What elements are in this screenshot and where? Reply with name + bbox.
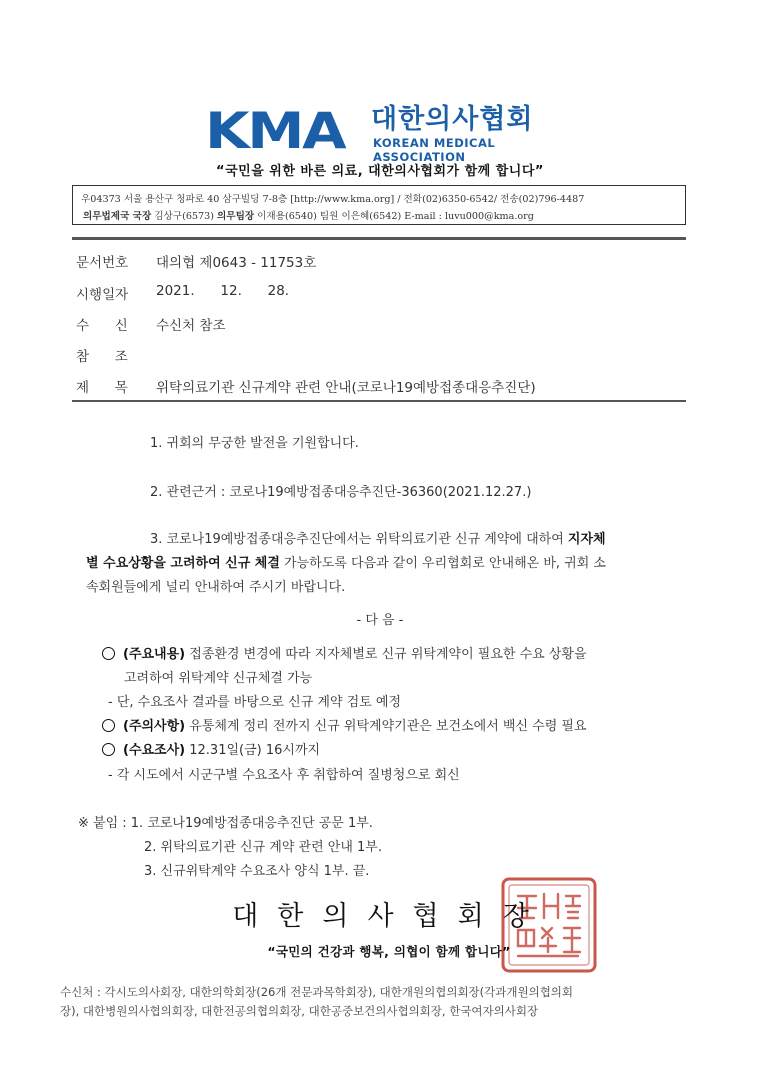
recipients-line-1: 수신처 : 각시도의사회장, 대한의학회장(26개 전문과목학회장), 대한개원의협의회장(각과개원의협의회 [60,985,574,999]
role-team-lead: 의무팀장 [217,211,255,222]
p3-text-b: 가능하도록 다음과 같이 우리협회로 안내해온 바, 귀회 소 [279,556,606,571]
org-name-korean: 대한의사협회 [371,104,534,135]
item-caution [102,715,587,734]
da-eum-heading: - 다 음 - [356,613,404,628]
p3-text-a: 3. 코로나19예방접종대응추진단에서는 위탁의료기관 신규 계약에 대하여 [150,532,568,547]
footer-slogan: “국민의 건강과 행복, 의협이 함께 합니다” [267,944,511,959]
meta-row-reference [76,345,156,365]
paragraph-2: 2. 관련근거 : 코로나19예방접종대응추진단-36360(2021.12.27.) [150,485,532,500]
item2-label: (주의사항) [123,719,186,734]
meta-row-subject [76,376,536,396]
paragraph-3-line2 [86,552,606,571]
attachment-1: ※ 붙임 : 1. 코로나19예방접종대응추진단 공문 1부. [78,816,373,831]
meta-key: 제 목 [76,380,128,396]
name-director: 김상구(6573) [151,211,218,222]
divider-top [72,237,686,240]
p3-bold-b: 별 수요상황을 고려하여 신규 체결 [86,556,280,571]
divider-bottom [72,400,686,402]
attachment-2: 2. 위탁의료기관 신규 계약 관련 안내 1부. [144,840,382,855]
item3-text: 12.31일(금) 16시까지 [185,743,321,758]
item2-text: 유통체계 정리 전까지 신규 위탁계약기관은 보건소에서 백신 수령 필요 [185,719,587,734]
paragraph-1: 1. 귀회의 무궁한 발전을 기원합니다. [150,436,359,451]
item1-label: (주요내용) [123,647,186,662]
meta-value: 2021. 12. 28. [156,283,290,299]
meta-key: 시행일자 [76,287,129,303]
attachment-3: 3. 신규위탁계약 수요조사 양식 1부. 끝. [144,864,370,879]
item3-label: (수요조사) [123,743,186,758]
kma-logo [205,102,560,164]
paragraph-3-line3: 속회원들에게 널리 안내하여 주시기 바랍니다. [86,580,346,595]
meta-key: 문서번호 [76,255,129,271]
circle-bullet-icon [102,647,115,660]
staff-rest: 이재용(6540) 팀원 이은혜(6542) E-mail : luvu000@kma.org [254,211,534,222]
circle-bullet-icon [102,743,115,756]
meta-value: 수신처 참조 [156,318,226,334]
logo-letters: KMA [205,102,345,160]
header-slogan: “국민을 위한 바른 의료, 대한의사협회가 함께 합니다” [216,164,544,179]
meta-key: 참 조 [76,349,128,365]
contact-staff-line [83,208,534,222]
item3-subnote: - 각 시도에서 시군구별 수요조사 후 취합하여 질병청으로 회신 [108,768,460,783]
contact-box [72,185,686,225]
contact-address-line: 우04373 서울 용산구 청파로 40 삼구빌딩 7-8층 [http://www.kma.org] / 전화(02)6350-6542/ 전송(02)796-4487 [81,194,585,205]
circle-bullet-icon [102,719,115,732]
role-director: 의무법제국 국장 [83,211,152,222]
item-survey [102,739,320,758]
item-main-content [102,643,587,662]
meta-value: 대의협 제0643 - 11753호 [156,255,317,271]
item1-text: 접종환경 변경에 따라 지자체별로 신규 위탁계약이 필요한 수요 상황을 [185,647,587,662]
meta-row-date [76,283,290,303]
meta-value: 위탁의료기관 신규계약 관련 안내(코로나19예방접종대응추진단) [156,380,536,396]
signature-title: 대한의사협회장 [232,901,548,932]
p3-bold-a: 지자체 [567,532,606,547]
paragraph-3-line1 [150,528,606,547]
meta-row-doc-number [76,251,317,271]
recipients-line-2: 장), 대한병원의사협의회장, 대한전공의협의회장, 대한공중보건의사협의회장, 한국여자의사회장 [60,1004,539,1018]
org-name-english: KOREAN MEDICAL ASSOCIATION [373,136,496,164]
item1-subnote: - 단, 수요조사 결과를 바탕으로 신규 계약 검토 예정 [108,695,402,710]
meta-key: 수 신 [76,318,128,334]
meta-row-recipient [76,314,226,334]
item1-continuation: 고려하여 위탁계약 신규체결 가능 [124,671,313,686]
